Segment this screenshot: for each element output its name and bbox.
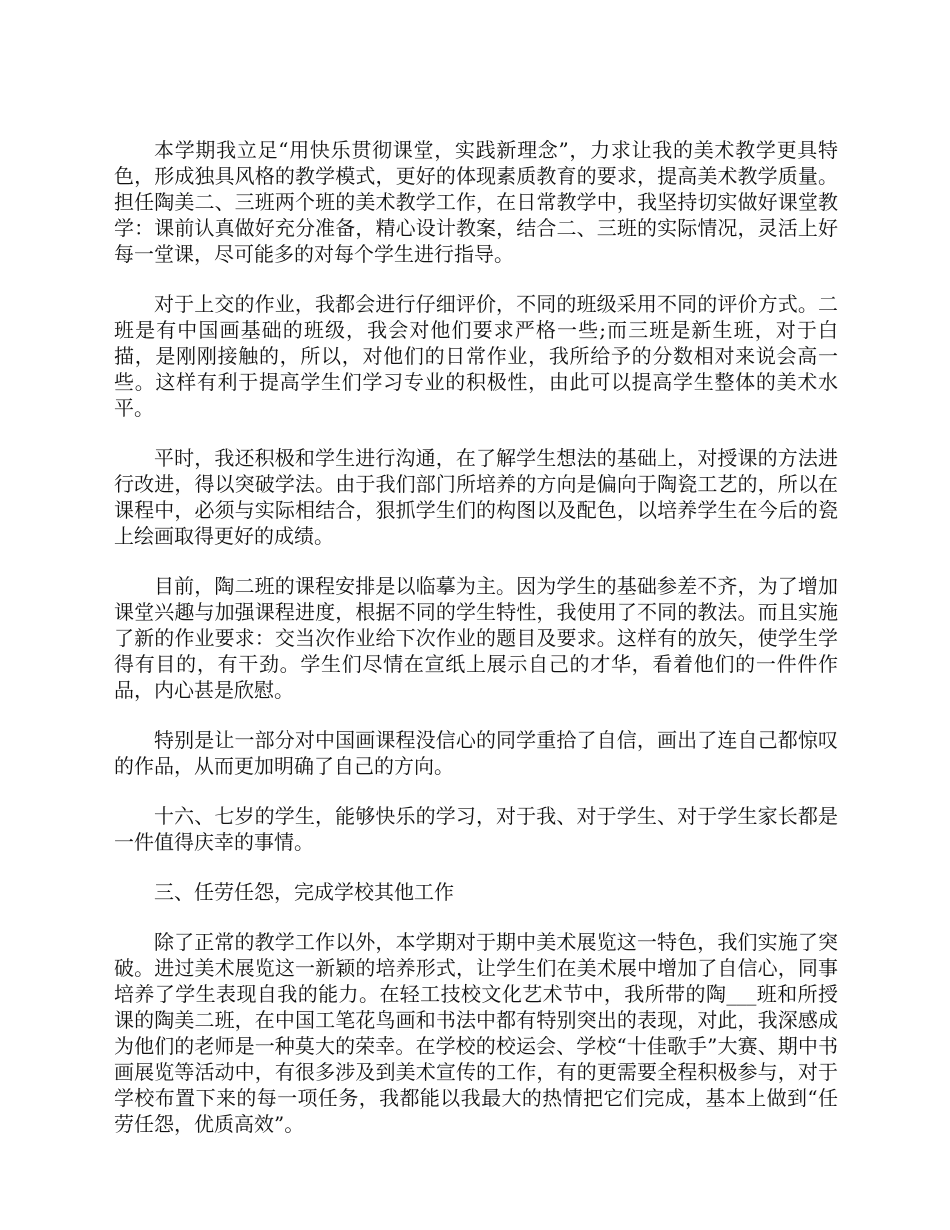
section-heading: 三、任劳任怨，完成学校其他工作 xyxy=(154,880,454,904)
paragraph-5: 特别是让一部分对中国画课程没信心的同学重拾了自信，画出了连自己都惊叹的作品，从而更加明确了自己的方向。 xyxy=(114,728,838,778)
paragraph-2: 对于上交的作业，我都会进行仔细评价，不同的班级采用不同的评价方式。二班是有中国画基础的班级，我会对他们要求严格一些;而三班是新生班，对于白描，是刚刚接触的，所以，对他们的日常作业，我所给予的分数相对来说会高一些。这样有利于提高学生们学习专业的积极性，由此可以提高学生整体的美术水平。 xyxy=(114,292,838,420)
paragraph-7: 除了正常的教学工作以外，本学期对于期中美术展览这一特色，我们实施了突破。进过美术展览这一新颖的培养形式，让学生们在美术展中增加了自信心，同事培养了学生表现自我的能力。在轻工技校文化艺术节中，我所带的陶___班和所授课的陶美二班，在中国工笔花鸟画和书法中都有特别突出的表现，对此，我深感成为他们的老师是一种莫大的荣幸。在学校的校运会、学校“十佳歌手”大赛、期中书画展览等活动中，有很多涉及到美术宣传的工作，有的更需要全程积极参与，对于学校布置下来的每一项任务，我都能以我最大的热情把它们完成，基本上做到“任劳任怨，优质高效”。 xyxy=(114,930,838,1136)
paragraph-4: 目前，陶二班的课程安排是以临摹为主。因为学生的基础参差不齐，为了增加课堂兴趣与加强课程进度，根据不同的学生特性，我使用了不同的教法。而且实施了新的作业要求：交当次作业给下次作业的题目及要求。这样有的放矢，使学生学得有目的，有干劲。学生们尽情在宣纸上展示自己的才华，看着他们的一件件作品，内心甚是欣慰。 xyxy=(114,574,838,702)
paragraph-3: 平时，我还积极和学生进行沟通，在了解学生想法的基础上，对授课的方法进行改进，得以突破学法。由于我们部门所培养的方向是偏向于陶瓷工艺的，所以在课程中，必须与实际相结合，狠抓学生们的构图以及配色，以培养学生在今后的瓷上绘画取得更好的成绩。 xyxy=(114,446,838,548)
paragraph-6: 十六、七岁的学生，能够快乐的学习，对于我、对于学生、对于学生家长都是一件值得庆幸的事情。 xyxy=(114,804,838,854)
paragraph-1: 本学期我立足“用快乐贯彻课堂，实践新理念”，力求让我的美术教学更具特色，形成独具风格的教学模式，更好的体现素质教育的要求，提高美术教学质量。担任陶美二、三班两个班的美术教学工作，在日常教学中，我坚持切实做好课堂教学：课前认真做好充分准备，精心设计教案，结合二、三班的实际情况，灵活上好每一堂课，尽可能多的对每个学生进行指导。 xyxy=(114,138,838,266)
document-body xyxy=(114,137,838,1161)
